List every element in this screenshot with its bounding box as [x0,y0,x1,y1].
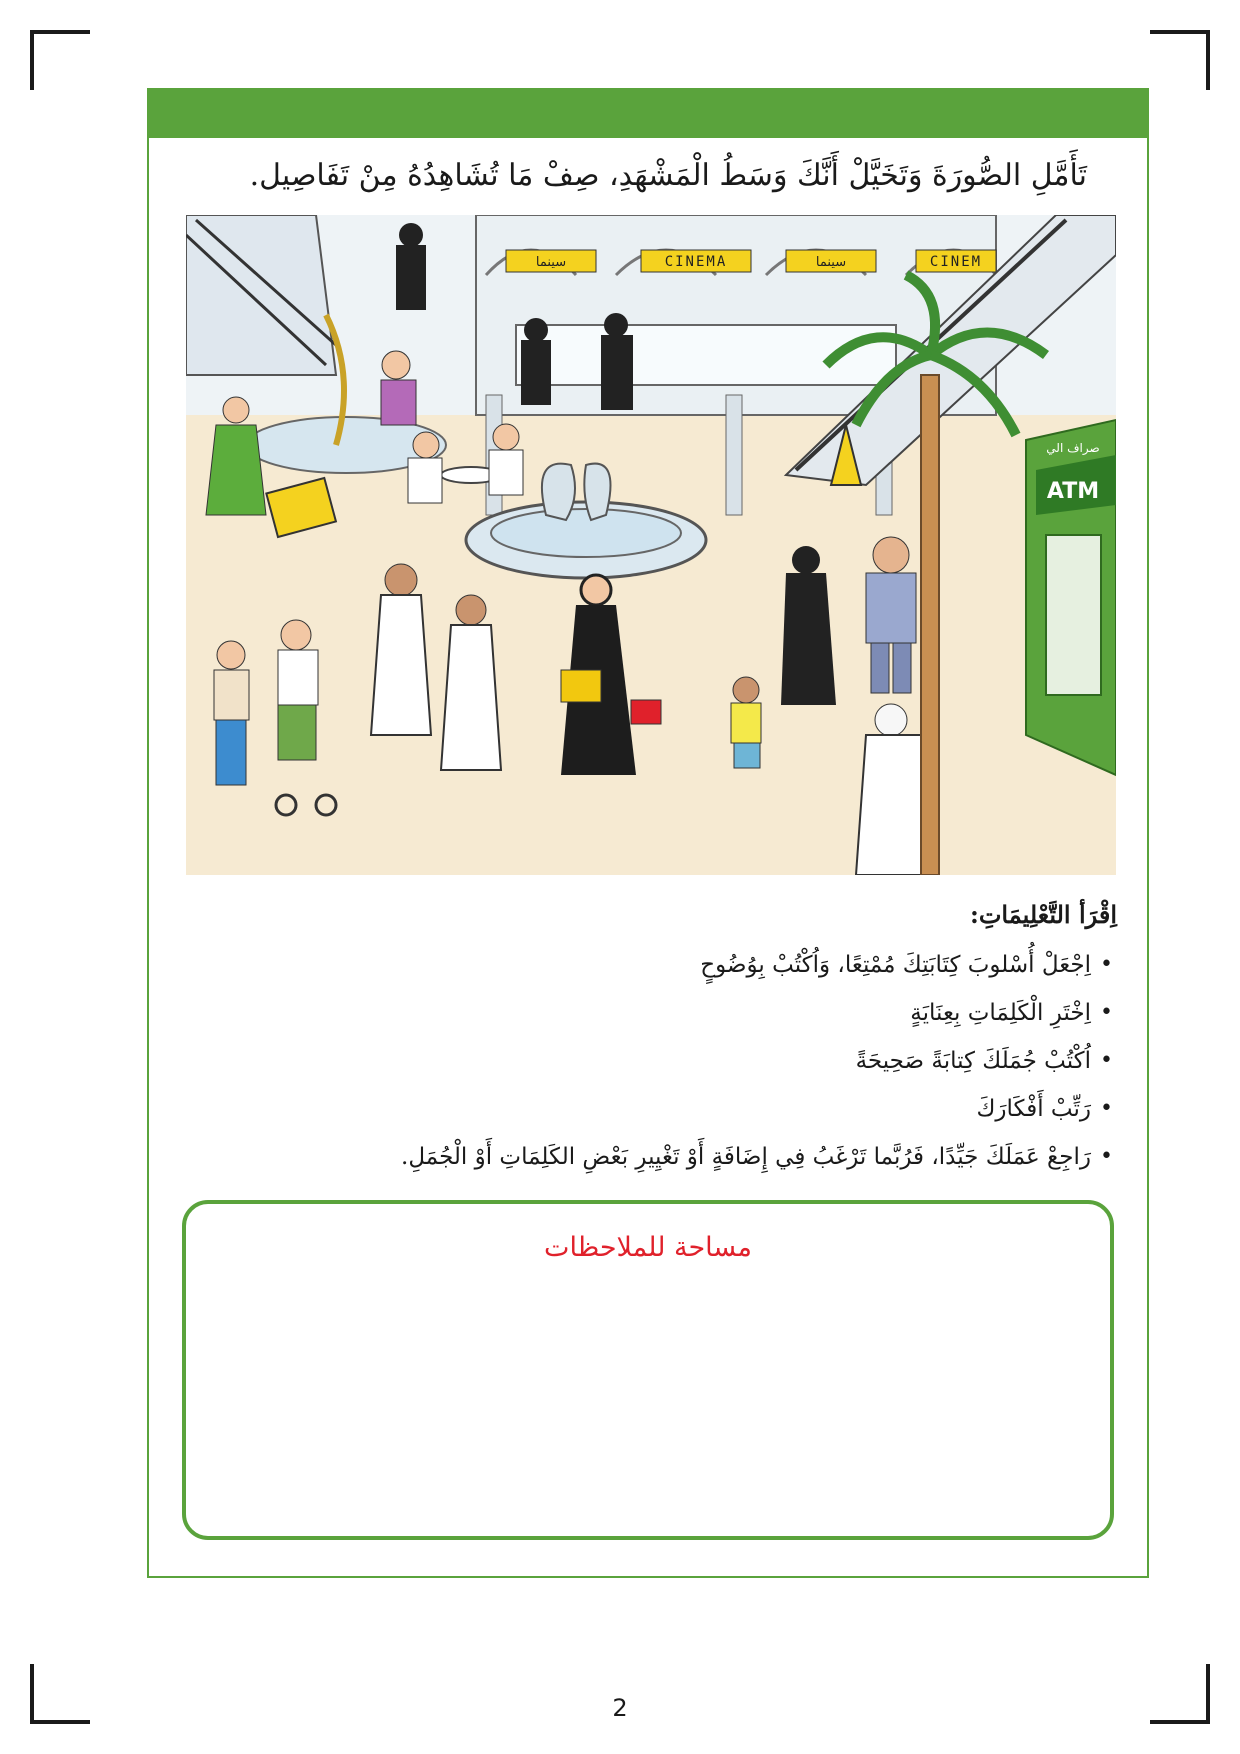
cinema-sign-en-1: CINEMA [664,254,728,270]
cinema-sign-ar-1: سينما [535,255,567,270]
instruction-item: • اُكْتُبْ جُمَلَكَ كِتابَةً صَحِيحَةً [209,1037,1117,1085]
instruction-item: • رَتِّبْ أَفْكَارَكَ [209,1085,1117,1133]
atm-sign: ATM [1046,479,1100,504]
worksheet-frame [147,88,1149,1578]
instructions-section [209,895,1117,1181]
instruction-item: • رَاجِعْ عَمَلَكَ جَيِّدًا، فَرُبَّما تَرْغَبُ فِي إِضَافَةٍ أَوْ تَغْيِيرِ بَعْضِ الكَلِمَاتِ أَوْ الْجُمَلِ. [209,1133,1117,1181]
notes-title: مساحة للملاحظات [544,1232,752,1263]
instruction-item: • اِجْعَلْ أُسْلوبَ كِتَابَتِكَ مُمْتِعًا، وَاُكْتُبْ بِوُضُوحٍ [209,941,1117,989]
notes-area[interactable] [182,1200,1114,1540]
page-title: تَأَمَّلِ الصُّورَةَ وَتَخَيَّلْ أَنَّكَ وَسَطُ الْمَشْهَدِ، صِفْ مَا تُشَاهِدُهُ مِنْ تَفَاصِيل. [249,158,1087,193]
instructions-heading: اِقْرَأ التَّعْلِيمَاتِ: [969,900,1117,929]
crop-mark-top-left [30,30,90,90]
instruction-item: • اِخْتَرِ الْكَلِمَاتِ بِعِنَايَةٍ [209,989,1117,1037]
page-number: 2 [612,1694,628,1722]
exchange-sign: صراف الي [1046,441,1100,455]
instructions-list [209,941,1117,1181]
cinema-sign-ar-2: سينما [815,255,847,270]
crop-mark-top-right [1150,30,1210,90]
mall-scene-illustration [186,215,1116,875]
header-bar [149,90,1147,138]
cinema-sign-en-2: CINEM [929,254,983,270]
